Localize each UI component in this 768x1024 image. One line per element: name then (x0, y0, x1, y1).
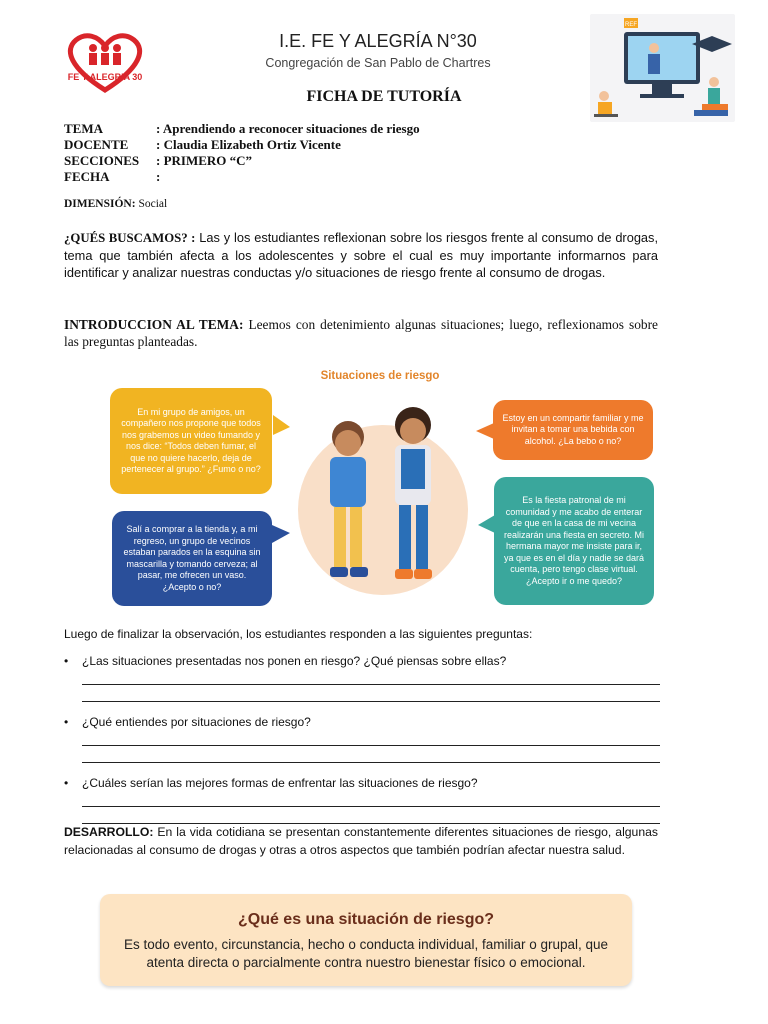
intro-text: Leemos con detenimiento algunas situaciones; luego, reflexionamos sobre las preguntas planteadas. (64, 317, 658, 349)
question-text: ¿Cuáles serían las mejores formas de enfrentar las situaciones de riesgo? (82, 776, 478, 790)
definition-title: ¿Qué es una situación de riesgo? (237, 911, 495, 928)
meta-key: SECCIONES (64, 153, 140, 168)
question-item (64, 776, 660, 824)
intro-paragraph (64, 316, 658, 350)
answer-line[interactable] (82, 729, 660, 746)
intro-label: INTRODUCCION AL TEMA: (64, 317, 244, 332)
dimension-label: DIMENSIÓN: (64, 198, 136, 210)
question-text: ¿Las situaciones presentadas nos ponen en riesgo? ¿Qué piensas sobre ellas? (82, 654, 507, 668)
speech-bubble: Estoy en un compartir familiar y me invitan a tomar una bebida con alcohol. ¿La bebo o no? (493, 400, 653, 460)
answer-line[interactable] (82, 668, 660, 685)
meta-value: : Aprendiendo a reconocer situaciones de riesgo (156, 121, 420, 136)
question-item (64, 715, 660, 763)
bullet-icon: • (64, 776, 69, 790)
objective-paragraph (64, 229, 658, 281)
dimension-line (64, 198, 167, 210)
bullet-icon: • (64, 715, 69, 729)
bullet-icon: • (64, 654, 69, 668)
question-text: ¿Qué entiendes por situaciones de riesgo? (82, 715, 311, 729)
meta-key: DOCENTE (64, 137, 129, 152)
logo-text: FE Y ALEGRIA 30 (67, 72, 143, 82)
congregation-subtitle: Congregación de San Pablo de Chartres (265, 56, 491, 70)
speech-bubble: Es la fiesta patronal de mi comunidad y me acabo de enterar de que en la casa de mi vecina realizarán una fiesta en secreto. Mi hermana mayor me insiste para ir, ya que es en el día y nadie se dará cuenta, pero tengo clase virtual. ¿Acepto ir o me quedo? (494, 477, 654, 605)
development-paragraph (64, 823, 658, 859)
image-badge: REF (625, 22, 637, 28)
definition-text: Es todo evento, circunstancia, hecho o conducta individual, familiar o grupal, que atenta directa o parcialmente contra nuestro bienestar físico o emocional. (123, 937, 609, 970)
meta-row-fecha (64, 169, 664, 185)
meta-row-secciones (64, 153, 664, 169)
meta-value: : (156, 169, 161, 184)
questions-intro: Luego de finalizar la observación, los estudiantes responden a las siguientes preguntas: (64, 627, 533, 641)
school-name: I.E. FE Y ALEGRÍA N°30 (279, 31, 477, 51)
document-meta (64, 121, 664, 185)
answer-line[interactable] (82, 790, 660, 807)
objective-text: Las y los estudiantes reflexionan sobre los riesgos frente al consumo de drogas, tema que también afecta a los adolescentes y sobre el cual es muy importante informarnos para identificar y analizar nuestras conductas y/o situaciones de riesgo frente al consumo de drogas. (64, 230, 659, 280)
dimension-value: Social (138, 198, 168, 210)
document-title: FICHA DE TUTORÍA (306, 88, 462, 105)
development-label: DESARROLLO: (64, 825, 154, 839)
illustration-title: Situaciones de riesgo (320, 370, 440, 382)
development-text: En la vida cotidiana se presentan constantemente diferentes situaciones de riesgo, algunas relacionadas al consumo de drogas y otras a otros aspectos que también podrían afectar nuestra salud. (64, 825, 658, 857)
answer-line[interactable] (82, 685, 660, 702)
question-item (64, 654, 660, 702)
meta-value: : PRIMERO “C” (156, 153, 253, 168)
answer-line[interactable] (82, 746, 660, 763)
meta-row-tema (64, 121, 664, 137)
answer-line[interactable] (82, 807, 660, 824)
objective-label: ¿QUÉS BUSCAMOS? : (64, 231, 196, 245)
meta-key: TEMA (64, 121, 103, 136)
meta-value: : Claudia Elizabeth Ortiz Vicente (156, 137, 341, 152)
meta-key: FECHA (64, 169, 110, 184)
speech-bubble: Salí a comprar a la tienda y, a mi regreso, un grupo de vecinos estaban parados en la esquina sin mascarilla y tomando cerveza; al pasar, me ofrecen un vaso. ¿Acepto o no? (112, 511, 272, 606)
questions-list (64, 654, 660, 837)
speech-bubble: En mi grupo de amigos, un compañero nos propone que todos nos grabemos un video fumando y nos dice: “Todos deben fumar, el que no quiere hacerlo, deja de pertenecer al grupo.” ¿Fumo o no? (110, 388, 272, 494)
meta-row-docente (64, 137, 664, 153)
